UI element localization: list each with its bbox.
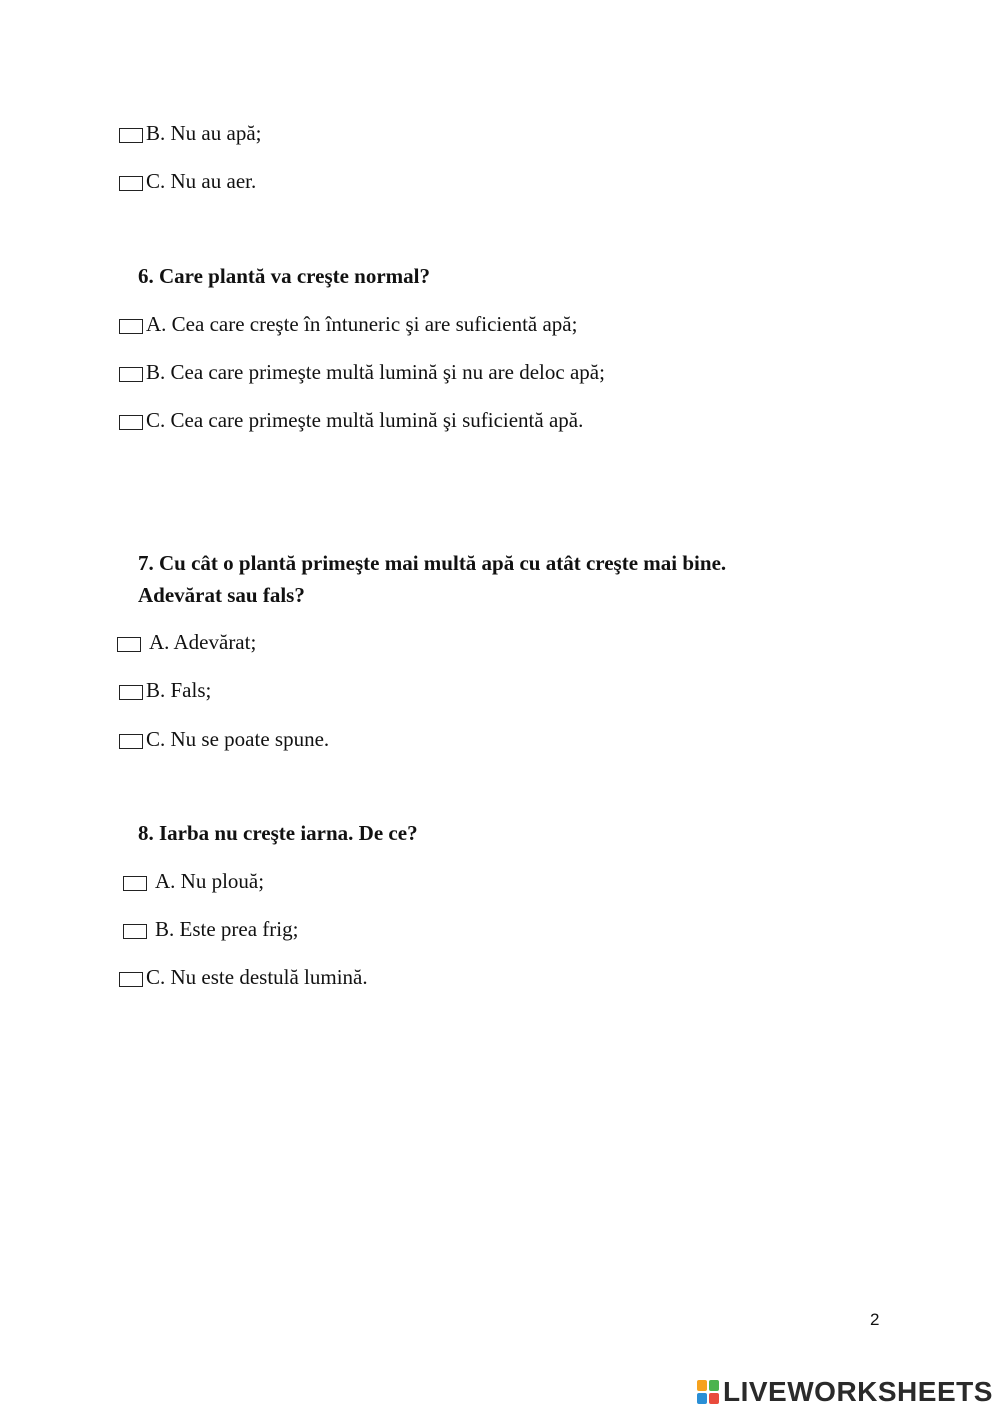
q7-option-c — [119, 726, 329, 752]
checkbox[interactable] — [117, 637, 141, 652]
option-label: B. Nu au apă; — [146, 121, 262, 145]
logo-tile — [697, 1380, 707, 1391]
q7-option-b — [119, 677, 211, 703]
logo-tile — [709, 1380, 719, 1391]
q7-option-a — [117, 629, 256, 655]
option-label: C. Nu se poate spune. — [146, 727, 330, 751]
option-label: B. Cea care primeşte multă lumină şi nu are deloc apă; — [146, 360, 605, 384]
page-number: 2 — [870, 1310, 880, 1329]
question-7-title-line2: Adevărat sau fals? — [138, 583, 305, 607]
checkbox[interactable] — [119, 367, 143, 382]
option-label: A. Cea care creşte în întuneric şi are suficientă apă; — [146, 312, 578, 336]
option-label: C. Nu este destulă lumină. — [146, 965, 368, 989]
checkbox[interactable] — [119, 319, 143, 334]
logo-tile — [697, 1393, 707, 1404]
q6-option-b — [119, 359, 605, 385]
logo-icon — [697, 1380, 719, 1404]
checkbox[interactable] — [119, 972, 143, 987]
q5-option-c — [119, 168, 256, 194]
q8-option-b — [123, 916, 298, 942]
checkbox[interactable] — [119, 128, 143, 143]
q6-option-c — [119, 407, 583, 433]
option-label: B. Fals; — [146, 678, 212, 702]
checkbox[interactable] — [123, 876, 147, 891]
checkbox[interactable] — [119, 734, 143, 749]
q8-option-c — [119, 964, 368, 990]
checkbox[interactable] — [119, 176, 143, 191]
checkbox[interactable] — [123, 924, 147, 939]
option-label: B. Este prea frig; — [155, 917, 299, 941]
checkbox[interactable] — [119, 415, 143, 430]
option-label: C. Nu au aer. — [146, 169, 257, 193]
question-7-title: 7. Cu cât o plantă primeşte mai multă apă cu atât creşte mai bine. — [138, 551, 727, 575]
q8-option-a — [123, 868, 264, 894]
brand-name: LIVEWORKSHEETS — [723, 1376, 993, 1407]
option-label: C. Cea care primeşte multă lumină şi suficientă apă. — [146, 408, 584, 432]
question-8-title: 8. Iarba nu creşte iarna. De ce? — [138, 821, 418, 845]
liveworksheets-logo — [697, 1378, 993, 1406]
logo-tile — [709, 1393, 719, 1404]
q5-option-b — [119, 120, 261, 146]
checkbox[interactable] — [119, 685, 143, 700]
option-label: A. Adevărat; — [149, 630, 257, 654]
q6-option-a — [119, 311, 577, 337]
option-label: A. Nu plouă; — [155, 869, 265, 893]
question-6-title: 6. Care plantă va creşte normal? — [138, 264, 431, 288]
